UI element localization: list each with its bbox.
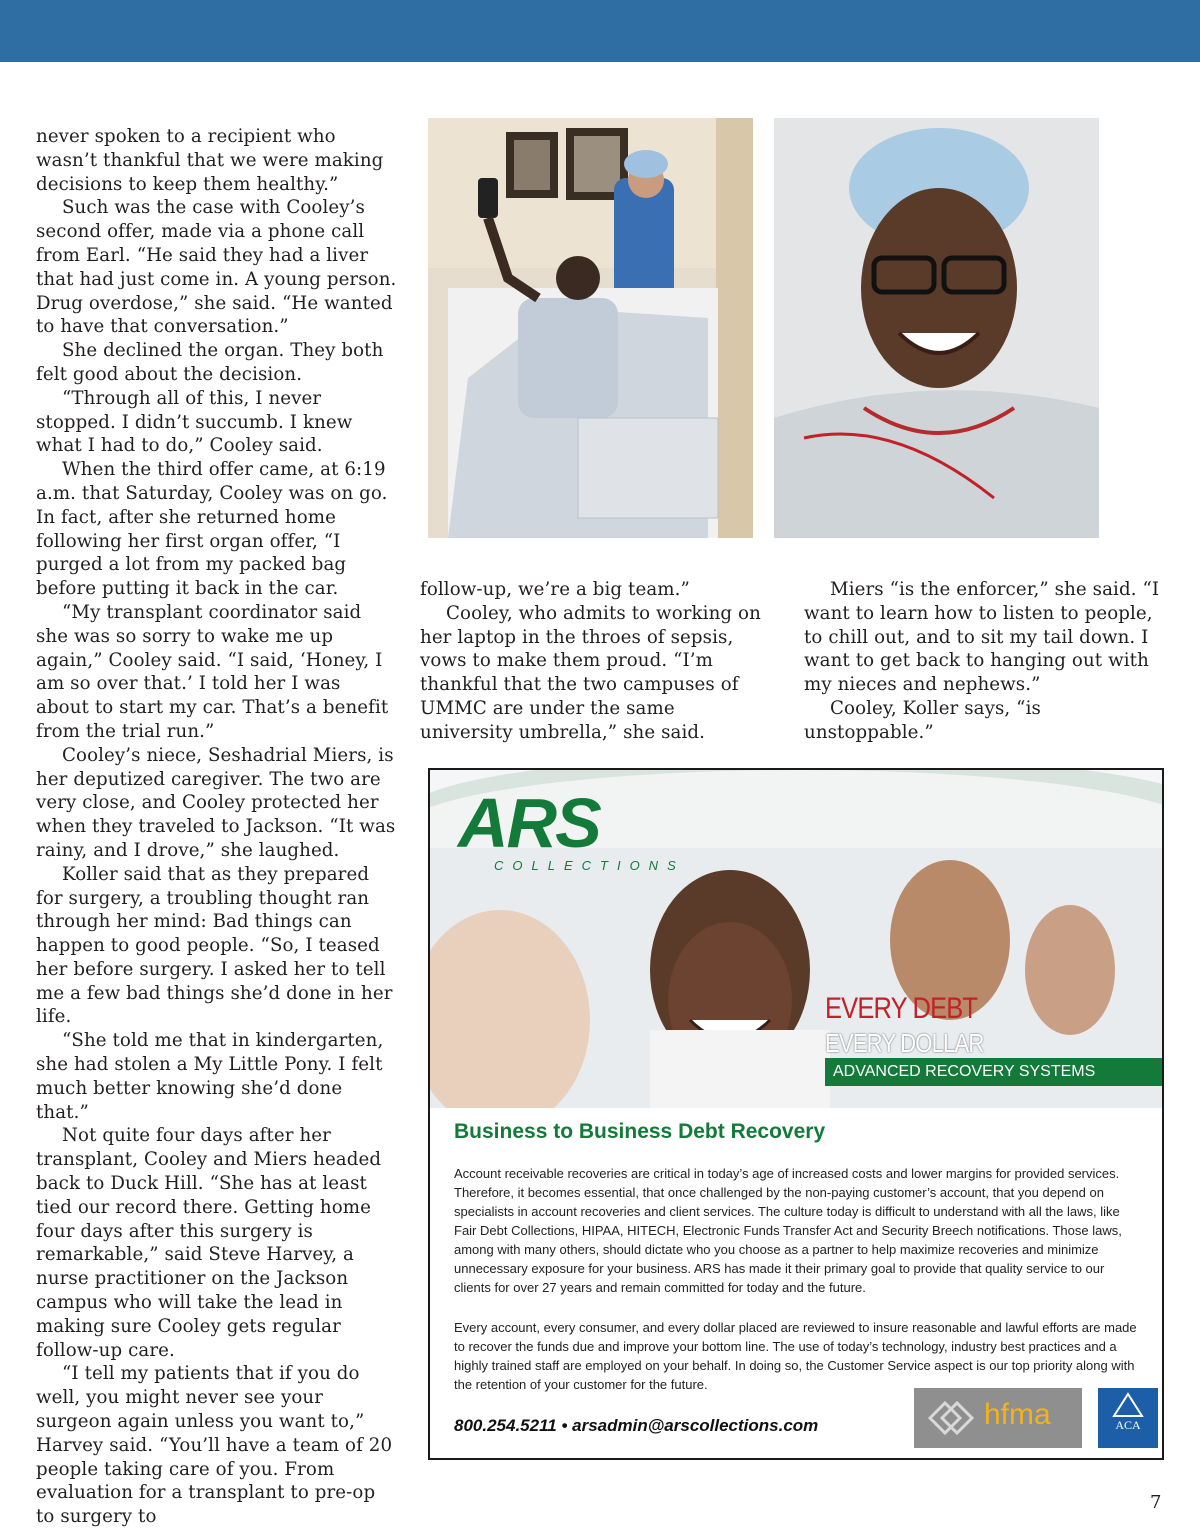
article-paragraph: Miers “is the enforcer,” she said. “I want to learn how to listen to people, to chill out, and to sit my tail down. I want to get back to hanging out with my nieces and nephews.” — [804, 579, 1160, 696]
ad-hero — [430, 770, 1162, 1108]
article-paragraph: never spoken to a recipient who wasn’t thankful that we were making decisions to keep them healthy.” — [36, 126, 384, 195]
photo-patient-portrait — [774, 118, 1099, 538]
article-paragraph: follow-up, we’re a big team.” — [420, 579, 690, 600]
tagline-every-dollar: EVERY DOLLAR — [825, 1028, 984, 1058]
ars-logo: ARS COLLECTIONS — [458, 784, 685, 873]
ad-paragraph-1: Account receivable recoveries are critical in today’s age of increased costs and lower margins for provided services. Therefore, it becomes essential, that once challenged by the non-paying customer’s account, that you depend on specialists in account recoveries and client services. The culture today is difficult to understand with all the laws, like Fair Debt Collections, HIPAA, HITECH, Electronic Funds Transfer Act and Security Breech notifications. Those laws, among with many others, should dictate who you choose as a partner to help maximize recoveries and minimize unnecessary exposure for your business. ARS has made it their primary goal to provide that quality service to our clients for over 27 years and remain committed for today and the future. — [454, 1166, 1122, 1295]
ad-contact: 800.254.5211 • arsadmin@arscollections.com — [454, 1416, 819, 1435]
header-bar — [0, 0, 1200, 62]
ad-paragraph-2: Every account, every consumer, and every dollar placed are reviewed to insure reasonable and lawful efforts are made to recover the funds due and improve your bottom line. The use of today’s technology, industry best practices and a highly trained staff are employed on your behalf. In doing so, the Customer Service aspect is our top priority along with the retention of your customer for the future. — [454, 1320, 1137, 1392]
article-column-2 — [420, 578, 768, 745]
article-paragraph: “She told me that in kindergarten, she had stolen a My Little Pony. I felt much better knowing she’d done that.” — [36, 1030, 384, 1123]
article-column-3 — [804, 578, 1160, 745]
article-paragraph: Koller said that as they prepared for surgery, a troubling thought ran through her mind: Bad things can happen to good people. “So, I teased her before surgery. I asked her to tell me a few bad things she’d done in her life. — [36, 863, 393, 1028]
photo-hospital-selfie — [428, 118, 753, 538]
hfma-logo: hfma — [914, 1388, 1082, 1448]
ad-title: Business to Business Debt Recovery — [454, 1120, 826, 1143]
article-paragraph: “Through all of this, I never stopped. I didn’t succumb. I knew what I had to do,” Cooley said. — [36, 387, 353, 457]
tagline-every-debt: EVERY DEBT — [825, 992, 978, 1025]
article-paragraph: “My transplant coordinator said she was so sorry to wake me up again,” Cooley said. “I said, ‘Honey, I am so over that.’ I told her I was about to start my car. That’s a benefit from the trial run.” — [36, 601, 389, 742]
article-paragraph: When the third offer came, at 6:19 a.m. that Saturday, Cooley was on go. In fact, after she returned home following her first organ offer, “I purged a lot from my packed bag before putting it back in the car. — [36, 459, 388, 600]
tagline-company: ADVANCED RECOVERY SYSTEMS — [825, 1058, 1163, 1086]
article-column-1 — [36, 125, 398, 1529]
article-paragraph: Cooley, who admits to working on her laptop in the throes of sepsis, vows to make them proud. “I’m thankful that the two campuses of UMMC are under the same university umbrella,” she said. — [420, 602, 761, 743]
article-paragraph: Such was the case with Cooley’s second offer, made via a phone call from Earl. “He said they had a liver that had just come in. A young person. Drug overdose,” she said. “He wanted to have that conversation.” — [36, 197, 397, 338]
page-number: 7 — [1150, 1492, 1162, 1513]
article-paragraph: She declined the organ. They both felt good about the decision. — [36, 340, 384, 385]
article-paragraph: Not quite four days after her transplant, Cooley and Miers headed back to Duck Hill. “She has at least tied our record there. Getting home four days after this surgery is remarkable,” said Steve Harvey, a nurse practitioner on the Jackson campus who will take the lead in making sure Cooley gets regular follow-up care. — [36, 1125, 382, 1361]
ars-advertisement — [428, 768, 1164, 1460]
article-paragraph: “I tell my patients that if you do well, you might never see your surgeon again unless you want to,” Harvey said. “You’ll have a team of 20 people taking care of you. From evaluation for a transplant to pre-op to surgery to — [36, 1363, 393, 1528]
article-paragraph: Cooley’s niece, Seshadrial Miers, is her deputized caregiver. The two are very close, and Cooley protected her when they traveled to Jackson. “It was rainy, and I drove,” she laughed. — [36, 744, 396, 861]
article-paragraph: Cooley, Koller says, “is unstoppable.” — [804, 697, 1041, 743]
aca-logo: ACA — [1098, 1388, 1158, 1448]
